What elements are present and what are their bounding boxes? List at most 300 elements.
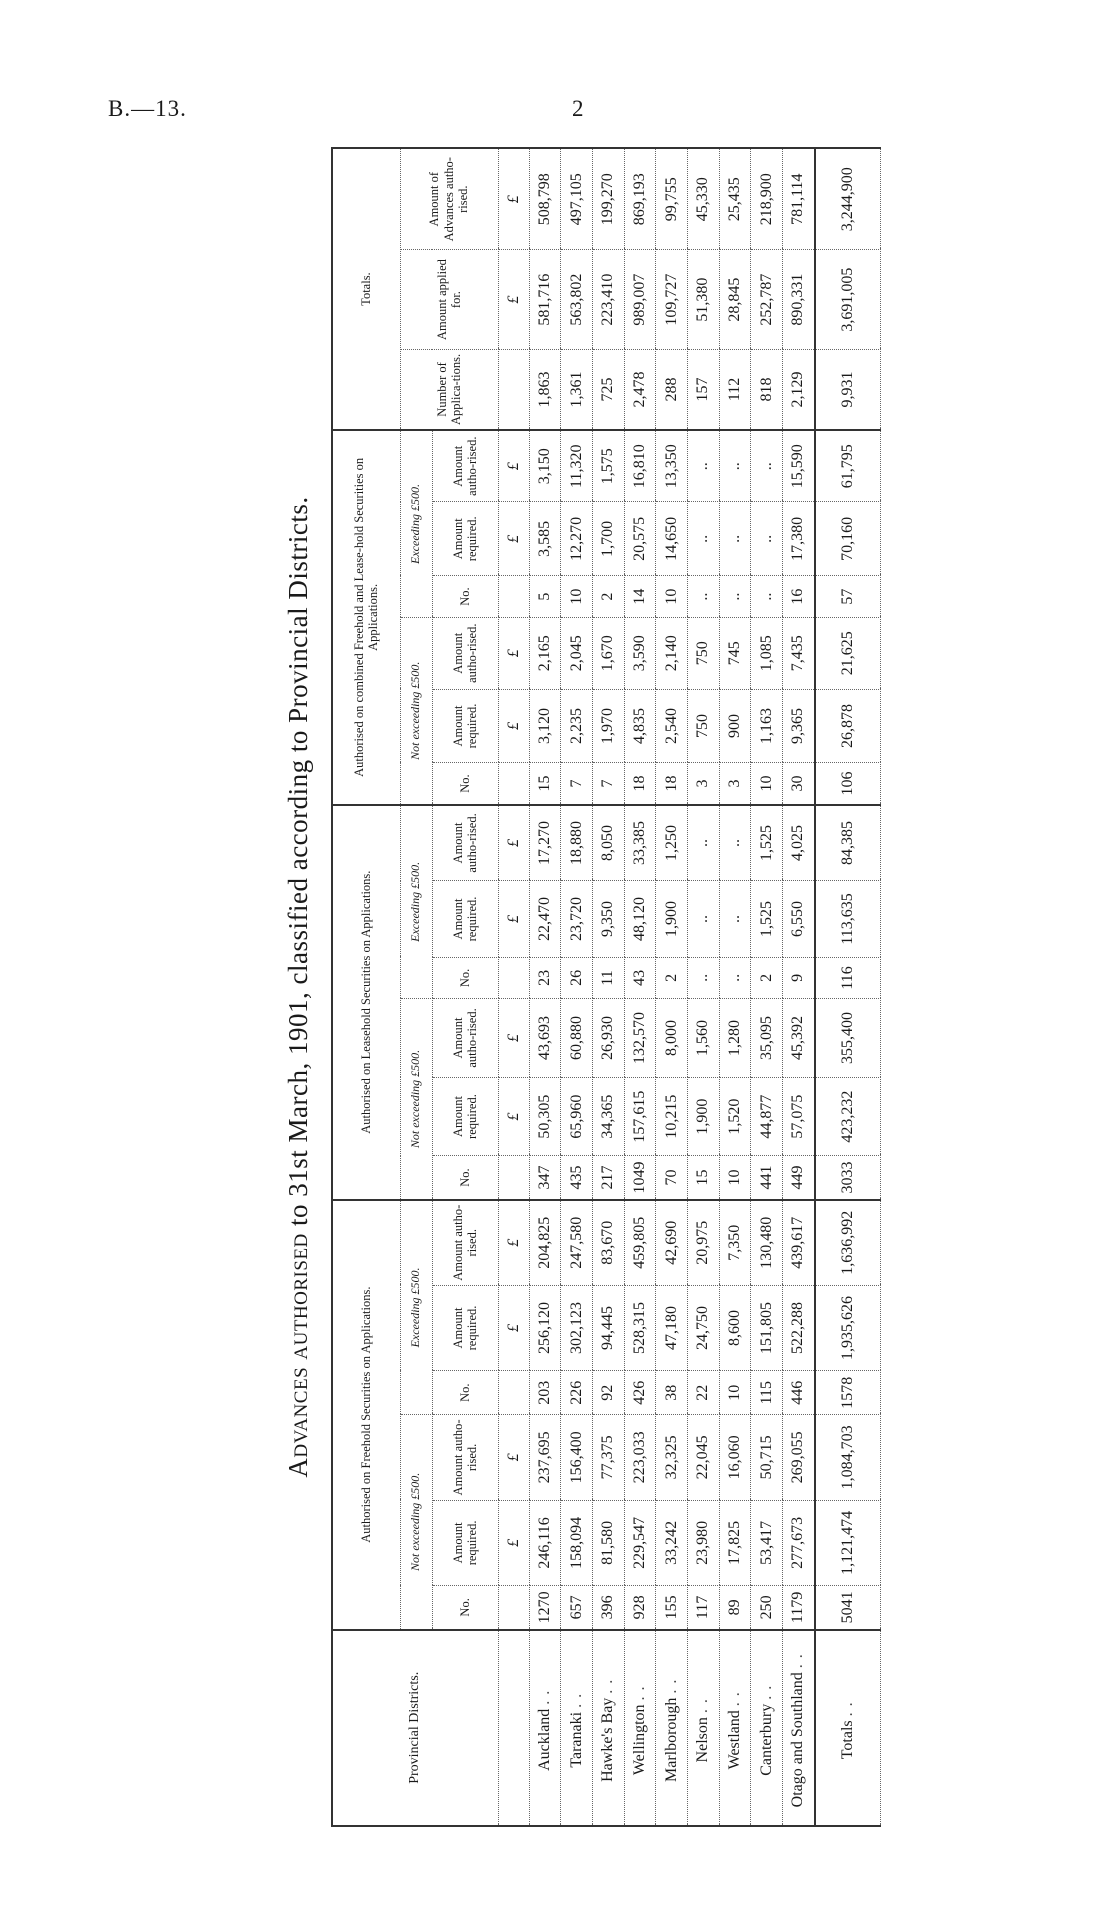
cell-lh-ne-req: 44,877: [751, 1077, 783, 1156]
col-header-amount-authorised: Amount autho-rised.: [432, 430, 498, 502]
cell-cb-ex-auth: ..: [719, 430, 751, 502]
cell-cb-ex-auth: 1,575: [592, 430, 624, 502]
unit-cell: £: [498, 1077, 529, 1156]
cell-fh-ne-auth: 77,375: [592, 1415, 624, 1501]
cell-lh-ex-auth: 1,525: [751, 805, 783, 881]
district-name-cell: Canterbury..: [751, 1630, 783, 1826]
cell-lh-ne-auth: 8,000: [656, 999, 688, 1078]
cell-fh-ne-no: 396: [592, 1586, 624, 1630]
cell-t-apps: 288: [656, 349, 688, 430]
unit-cell: £: [498, 999, 529, 1078]
unit-cell: [498, 1586, 529, 1630]
cell-fh-ne-auth: 237,695: [529, 1415, 561, 1501]
cell-fh-ne-auth: 50,715: [751, 1415, 783, 1501]
cell-lh-ne-no: 347: [529, 1156, 561, 1200]
cell-cb-ne-auth: 7,435: [782, 617, 815, 689]
cell-cb-ne-no: 3: [687, 763, 719, 805]
cell-t-applied: 252,787: [751, 250, 783, 349]
cell-cb-ne-no: 7: [592, 763, 624, 805]
unit-cell: [498, 763, 529, 805]
cell-fh-ex-auth: 83,670: [592, 1200, 624, 1286]
col-header-no: No.: [432, 1156, 498, 1200]
cell-cb-ne-req: 26,878: [815, 689, 881, 763]
cell-t-apps: 1,361: [561, 349, 593, 430]
cell-t-auth: 508,798: [529, 148, 561, 250]
freehold-group-header: Authorised on Freehold Securities on Applications.: [332, 1200, 400, 1630]
cell-cb-ne-req: 900: [719, 689, 751, 763]
cell-fh-ex-req: 24,750: [687, 1285, 719, 1371]
unit-cell: [498, 576, 529, 618]
cell-cb-ex-auth: ..: [687, 430, 719, 502]
cell-cb-ne-req: 1,163: [751, 689, 783, 763]
freehold-not-exceeding-header: Not exceeding £500.: [400, 1415, 432, 1630]
cell-cb-ex-no: ..: [719, 576, 751, 618]
cell-cb-ne-req: 9,365: [782, 689, 815, 763]
district-name-cell: Otago and Southland..: [782, 1630, 815, 1826]
cell-cb-ex-no: ..: [687, 576, 719, 618]
totals-row: [815, 148, 881, 1826]
cell-fh-ex-req: 256,120: [529, 1285, 561, 1371]
cell-cb-ex-auth: 15,590: [782, 430, 815, 502]
cell-cb-ne-auth: 3,590: [624, 617, 656, 689]
cell-fh-ex-auth: 20,975: [687, 1200, 719, 1286]
cell-lh-ne-req: 50,305: [529, 1077, 561, 1156]
cell-cb-ex-auth: 3,150: [529, 430, 561, 502]
cell-lh-ne-auth: 1,280: [719, 999, 751, 1078]
col-header-amount-authorised: Amount autho-rised.: [432, 617, 498, 689]
cell-cb-ne-no: 18: [656, 763, 688, 805]
cell-lh-ne-no: 217: [592, 1156, 624, 1200]
combined-not-exceeding-header: Not exceeding £500.: [400, 617, 432, 804]
table-row: [529, 148, 561, 1826]
cell-t-apps: 2,478: [624, 349, 656, 430]
unit-cell: £: [498, 805, 529, 881]
cell-lh-ne-auth: 1,560: [687, 999, 719, 1078]
cell-t-apps: 725: [592, 349, 624, 430]
cell-lh-ne-no: 449: [782, 1156, 815, 1200]
unit-cell: [498, 1630, 529, 1826]
table-row: [624, 148, 656, 1826]
amount-of-advances-authorised-header: Amount of Advances autho-rised.: [400, 148, 498, 250]
cell-cb-ne-req: 2,540: [656, 689, 688, 763]
cell-lh-ne-req: 34,365: [592, 1077, 624, 1156]
cell-fh-ne-auth: 22,045: [687, 1415, 719, 1501]
unit-cell: £: [498, 1415, 529, 1501]
cell-t-applied: 989,007: [624, 250, 656, 349]
district-name-cell: Auckland..: [529, 1630, 561, 1826]
col-header-no: No.: [432, 763, 498, 805]
cell-lh-ex-no: ..: [687, 957, 719, 999]
cell-cb-ex-req: 1,700: [592, 502, 624, 576]
cell-cb-ne-no: 106: [815, 763, 881, 805]
district-name-cell: Totals..: [815, 1630, 881, 1826]
combined-group-header: Authorised on combined Freehold and Lease-hold Securities on Applications.: [332, 430, 400, 804]
advances-table: [331, 147, 881, 1827]
cell-lh-ne-auth: 60,880: [561, 999, 593, 1078]
unit-cell: £: [498, 881, 529, 957]
cell-fh-ne-no: 1179: [782, 1586, 815, 1630]
col-header-amount-authorised: Amount autho-rised.: [432, 1415, 498, 1501]
district-name: Otago and Southland: [789, 1672, 807, 1808]
cell-fh-ne-no: 250: [751, 1586, 783, 1630]
cell-lh-ex-auth: ..: [687, 805, 719, 881]
cell-fh-ex-no: 10: [719, 1371, 751, 1415]
district-name: Nelson: [694, 1717, 712, 1763]
table-row: [656, 148, 688, 1826]
cell-lh-ex-no: 11: [592, 957, 624, 999]
unit-cell: £: [498, 148, 529, 250]
cell-fh-ex-no: 115: [751, 1371, 783, 1415]
cell-lh-ne-auth: 355,400: [815, 999, 881, 1078]
cell-fh-ex-auth: 7,350: [719, 1200, 751, 1286]
col-header-amount-required: Amount required.: [432, 1500, 498, 1586]
cell-cb-ne-auth: 745: [719, 617, 751, 689]
unit-cell: [498, 957, 529, 999]
unit-cell: [498, 1156, 529, 1200]
leasehold-exceeding-header: Exceeding £500.: [400, 805, 432, 999]
cell-cb-ex-auth: ..: [751, 430, 783, 502]
cell-lh-ex-no: 43: [624, 957, 656, 999]
cell-t-applied: 223,410: [592, 250, 624, 349]
cell-lh-ex-req: 9,350: [592, 881, 624, 957]
amount-applied-for-header: Amount applied for.: [400, 250, 498, 349]
cell-t-applied: 890,331: [782, 250, 815, 349]
cell-lh-ex-no: 26: [561, 957, 593, 999]
cell-fh-ex-no: 226: [561, 1371, 593, 1415]
cell-t-apps: 157: [687, 349, 719, 430]
cell-t-auth: 218,900: [751, 148, 783, 250]
cell-t-auth: 25,435: [719, 148, 751, 250]
leasehold-group-header: Authorised on Leasehold Securities on Applications.: [332, 805, 400, 1200]
cell-lh-ne-auth: 35,095: [751, 999, 783, 1078]
cell-fh-ne-no: 1270: [529, 1586, 561, 1630]
cell-lh-ex-req: ..: [687, 881, 719, 957]
col-header-no: No.: [432, 1586, 498, 1630]
unit-cell: £: [498, 617, 529, 689]
cell-t-applied: 28,845: [719, 250, 751, 349]
cell-lh-ex-req: 1,525: [751, 881, 783, 957]
cell-fh-ne-req: 81,580: [592, 1500, 624, 1586]
cell-cb-ex-no: 10: [656, 576, 688, 618]
cell-lh-ne-no: 10: [719, 1156, 751, 1200]
totals-group-header: Totals.: [332, 148, 400, 430]
cell-lh-ex-req: 1,900: [656, 881, 688, 957]
cell-cb-ex-req: 14,650: [656, 502, 688, 576]
page-number: 2: [572, 96, 584, 121]
cell-lh-ne-no: 3033: [815, 1156, 881, 1200]
cell-fh-ex-req: 302,123: [561, 1285, 593, 1371]
cell-lh-ex-req: 113,635: [815, 881, 881, 957]
cell-fh-ne-req: 277,673: [782, 1500, 815, 1586]
unit-cell: £: [498, 1500, 529, 1586]
cell-t-applied: 563,802: [561, 250, 593, 349]
unit-cell: [498, 349, 529, 430]
cell-lh-ex-req: ..: [719, 881, 751, 957]
cell-lh-ne-auth: 45,392: [782, 999, 815, 1078]
cell-fh-ex-req: 528,315: [624, 1285, 656, 1371]
cell-lh-ex-req: 22,470: [529, 881, 561, 957]
cell-lh-ex-no: 9: [782, 957, 815, 999]
cell-cb-ex-req: 70,160: [815, 502, 881, 576]
district-name-cell: Wellington..: [624, 1630, 656, 1826]
cell-cb-ex-req: ..: [751, 502, 783, 576]
cell-fh-ex-no: 38: [656, 1371, 688, 1415]
cell-lh-ne-req: 1,520: [719, 1077, 751, 1156]
cell-t-auth: 3,244,900: [815, 148, 881, 250]
cell-cb-ex-no: 2: [592, 576, 624, 618]
cell-fh-ne-auth: 16,060: [719, 1415, 751, 1501]
cell-t-auth: 869,193: [624, 148, 656, 250]
cell-lh-ex-req: 23,720: [561, 881, 593, 957]
cell-fh-ex-auth: 204,825: [529, 1200, 561, 1286]
unit-cell: £: [498, 1285, 529, 1371]
col-header-amount-authorised: Amount autho-rised.: [432, 805, 498, 881]
cell-cb-ex-no: 16: [782, 576, 815, 618]
cell-t-applied: 3,691,005: [815, 250, 881, 349]
cell-fh-ex-auth: 42,690: [656, 1200, 688, 1286]
cell-cb-ex-auth: 13,350: [656, 430, 688, 502]
leasehold-not-exceeding-header: Not exceeding £500.: [400, 999, 432, 1200]
currency-unit-row: [498, 148, 529, 1826]
cell-lh-ne-auth: 132,570: [624, 999, 656, 1078]
cell-lh-ne-auth: 43,693: [529, 999, 561, 1078]
cell-lh-ex-req: 48,120: [624, 881, 656, 957]
cell-fh-ex-no: 446: [782, 1371, 815, 1415]
col-header-amount-required: Amount required.: [432, 1077, 498, 1156]
cell-cb-ex-auth: 16,810: [624, 430, 656, 502]
cell-fh-ne-req: 1,121,474: [815, 1500, 881, 1586]
table-row: [561, 148, 593, 1826]
cell-cb-ne-no: 18: [624, 763, 656, 805]
district-header: Provincial Districts.: [332, 1630, 498, 1826]
cell-fh-ne-auth: 156,400: [561, 1415, 593, 1501]
district-name: Westland: [725, 1710, 743, 1770]
cell-lh-ex-req: 6,550: [782, 881, 815, 957]
cell-t-apps: 9,931: [815, 349, 881, 430]
cell-fh-ne-no: 657: [561, 1586, 593, 1630]
number-of-applications-header: Number of Applica-tions.: [400, 349, 498, 430]
district-name-cell: Taranaki..: [561, 1630, 593, 1826]
cell-cb-ne-no: 30: [782, 763, 815, 805]
cell-cb-ex-no: ..: [751, 576, 783, 618]
district-name-cell: Marlborough..: [656, 1630, 688, 1826]
cell-cb-ex-req: ..: [719, 502, 751, 576]
district-name-cell: Nelson..: [687, 1630, 719, 1826]
district-name-cell: Hawke's Bay..: [592, 1630, 624, 1826]
rotated-table-block: [283, 147, 883, 1827]
freehold-exceeding-header: Exceeding £500.: [400, 1200, 432, 1415]
cell-fh-ex-auth: 1,636,992: [815, 1200, 881, 1286]
cell-lh-ne-req: 57,075: [782, 1077, 815, 1156]
cell-t-auth: 99,755: [656, 148, 688, 250]
unit-cell: £: [498, 250, 529, 349]
cell-fh-ne-no: 89: [719, 1586, 751, 1630]
cell-fh-ex-auth: 130,480: [751, 1200, 783, 1286]
cell-lh-ne-req: 423,232: [815, 1077, 881, 1156]
cell-fh-ex-auth: 439,617: [782, 1200, 815, 1286]
cell-lh-ne-req: 1,900: [687, 1077, 719, 1156]
cell-t-apps: 1,863: [529, 349, 561, 430]
cell-fh-ex-no: 92: [592, 1371, 624, 1415]
cell-t-applied: 51,380: [687, 250, 719, 349]
cell-fh-ex-auth: 459,805: [624, 1200, 656, 1286]
cell-lh-ne-auth: 26,930: [592, 999, 624, 1078]
cell-lh-ex-auth: 84,385: [815, 805, 881, 881]
cell-cb-ex-no: 5: [529, 576, 561, 618]
cell-lh-ne-no: 15: [687, 1156, 719, 1200]
cell-fh-ne-no: 117: [687, 1586, 719, 1630]
col-header-no: No.: [432, 957, 498, 999]
table-row: [687, 148, 719, 1826]
cell-cb-ne-auth: 21,625: [815, 617, 881, 689]
cell-cb-ex-req: 12,270: [561, 502, 593, 576]
cell-lh-ex-no: 23: [529, 957, 561, 999]
cell-fh-ne-req: 33,242: [656, 1500, 688, 1586]
cell-fh-ne-req: 229,547: [624, 1500, 656, 1586]
cell-cb-ex-auth: 61,795: [815, 430, 881, 502]
cell-lh-ex-auth: 18,880: [561, 805, 593, 881]
cell-fh-ex-auth: 247,580: [561, 1200, 593, 1286]
table-row: [592, 148, 624, 1826]
cell-lh-ne-no: 441: [751, 1156, 783, 1200]
cell-cb-ex-no: 10: [561, 576, 593, 618]
col-header-amount-authorised: Amount autho-rised.: [432, 999, 498, 1078]
cell-lh-ex-no: 2: [751, 957, 783, 999]
cell-cb-ex-auth: 11,320: [561, 430, 593, 502]
cell-cb-ne-req: 2,235: [561, 689, 593, 763]
cell-lh-ne-no: 1049: [624, 1156, 656, 1200]
cell-lh-ne-req: 157,615: [624, 1077, 656, 1156]
district-name: Totals: [839, 1720, 856, 1760]
col-header-no: No.: [432, 576, 498, 618]
cell-fh-ex-req: 151,805: [751, 1285, 783, 1371]
cell-cb-ne-req: 750: [687, 689, 719, 763]
cell-cb-ex-req: 17,380: [782, 502, 815, 576]
cell-cb-ne-auth: 2,140: [656, 617, 688, 689]
cell-cb-ne-req: 4,835: [624, 689, 656, 763]
cell-lh-ex-no: ..: [719, 957, 751, 999]
cell-cb-ex-req: 20,575: [624, 502, 656, 576]
cell-lh-ne-req: 10,215: [656, 1077, 688, 1156]
cell-t-auth: 199,270: [592, 148, 624, 250]
cell-cb-ne-req: 3,120: [529, 689, 561, 763]
cell-fh-ne-no: 155: [656, 1586, 688, 1630]
cell-t-apps: 112: [719, 349, 751, 430]
district-name: Marlborough: [662, 1697, 680, 1782]
cell-lh-ex-auth: 17,270: [529, 805, 561, 881]
table-row: [782, 148, 815, 1826]
cell-fh-ex-req: 47,180: [656, 1285, 688, 1371]
table-row: [719, 148, 751, 1826]
cell-fh-ex-req: 8,600: [719, 1285, 751, 1371]
cell-cb-ne-no: 15: [529, 763, 561, 805]
cell-cb-ne-auth: 750: [687, 617, 719, 689]
cell-fh-ex-no: 203: [529, 1371, 561, 1415]
cell-cb-ne-req: 1,970: [592, 689, 624, 763]
page-reference: B.—13.: [108, 96, 187, 121]
col-header-no: No.: [432, 1371, 498, 1415]
cell-fh-ex-no: 426: [624, 1371, 656, 1415]
table-title: [283, 147, 314, 1827]
cell-fh-ne-auth: 269,055: [782, 1415, 815, 1501]
cell-lh-ne-no: 435: [561, 1156, 593, 1200]
cell-cb-ne-auth: 1,085: [751, 617, 783, 689]
cell-fh-ex-req: 522,288: [782, 1285, 815, 1371]
col-header-amount-required: Amount required.: [432, 1285, 498, 1371]
district-name: Auckland: [535, 1708, 553, 1771]
cell-cb-ex-no: 57: [815, 576, 881, 618]
cell-t-apps: 818: [751, 349, 783, 430]
unit-cell: [498, 1371, 529, 1415]
col-header-amount-required: Amount required.: [432, 502, 498, 576]
cell-cb-ex-req: 3,585: [529, 502, 561, 576]
table-row: [751, 148, 783, 1826]
cell-fh-ne-req: 17,825: [719, 1500, 751, 1586]
cell-t-applied: 581,716: [529, 250, 561, 349]
cell-cb-ex-no: 14: [624, 576, 656, 618]
cell-cb-ex-req: ..: [687, 502, 719, 576]
cell-t-auth: 497,105: [561, 148, 593, 250]
cell-fh-ex-no: 22: [687, 1371, 719, 1415]
cell-fh-ex-req: 1,935,626: [815, 1285, 881, 1371]
cell-cb-ne-no: 3: [719, 763, 751, 805]
cell-lh-ex-no: 116: [815, 957, 881, 999]
col-header-amount-authorised: Amount autho-rised.: [432, 1200, 498, 1286]
district-name: Hawke's Bay: [599, 1697, 617, 1782]
cell-fh-ne-auth: 1,084,703: [815, 1415, 881, 1501]
cell-fh-ex-no: 1578: [815, 1371, 881, 1415]
cell-t-applied: 109,727: [656, 250, 688, 349]
cell-fh-ne-no: 928: [624, 1586, 656, 1630]
cell-cb-ne-no: 10: [751, 763, 783, 805]
unit-cell: £: [498, 689, 529, 763]
cell-lh-ex-no: 2: [656, 957, 688, 999]
cell-lh-ex-auth: ..: [719, 805, 751, 881]
table-body: [498, 148, 881, 1826]
cell-fh-ne-req: 246,116: [529, 1500, 561, 1586]
cell-t-auth: 781,114: [782, 148, 815, 250]
cell-lh-ex-auth: 8,050: [592, 805, 624, 881]
cell-fh-ne-auth: 32,325: [656, 1415, 688, 1501]
cell-cb-ne-auth: 1,670: [592, 617, 624, 689]
cell-fh-ex-req: 94,445: [592, 1285, 624, 1371]
cell-fh-ne-req: 53,417: [751, 1500, 783, 1586]
cell-lh-ne-no: 70: [656, 1156, 688, 1200]
district-name: Wellington: [630, 1704, 648, 1776]
cell-lh-ex-auth: 4,025: [782, 805, 815, 881]
cell-lh-ne-req: 65,960: [561, 1077, 593, 1156]
cell-t-auth: 45,330: [687, 148, 719, 250]
title-rest: to 31st March, 1901, classified according to Provincial Districts.: [283, 496, 313, 1234]
district-name: Canterbury: [757, 1703, 775, 1776]
cell-t-apps: 2,129: [782, 349, 815, 430]
cell-fh-ne-req: 158,094: [561, 1500, 593, 1586]
col-header-amount-required: Amount required.: [432, 689, 498, 763]
unit-cell: £: [498, 502, 529, 576]
cell-fh-ne-auth: 223,033: [624, 1415, 656, 1501]
cell-lh-ex-auth: 33,385: [624, 805, 656, 881]
cell-cb-ne-auth: 2,165: [529, 617, 561, 689]
cell-cb-ne-auth: 2,045: [561, 617, 593, 689]
combined-exceeding-header: Exceeding £500.: [400, 430, 432, 617]
col-header-amount-required: Amount required.: [432, 881, 498, 957]
unit-cell: £: [498, 1200, 529, 1286]
district-name: Taranaki: [567, 1711, 585, 1768]
title-lead: Advances authorised: [283, 1233, 313, 1478]
cell-fh-ne-req: 23,980: [687, 1500, 719, 1586]
cell-cb-ne-no: 7: [561, 763, 593, 805]
cell-lh-ex-auth: 1,250: [656, 805, 688, 881]
